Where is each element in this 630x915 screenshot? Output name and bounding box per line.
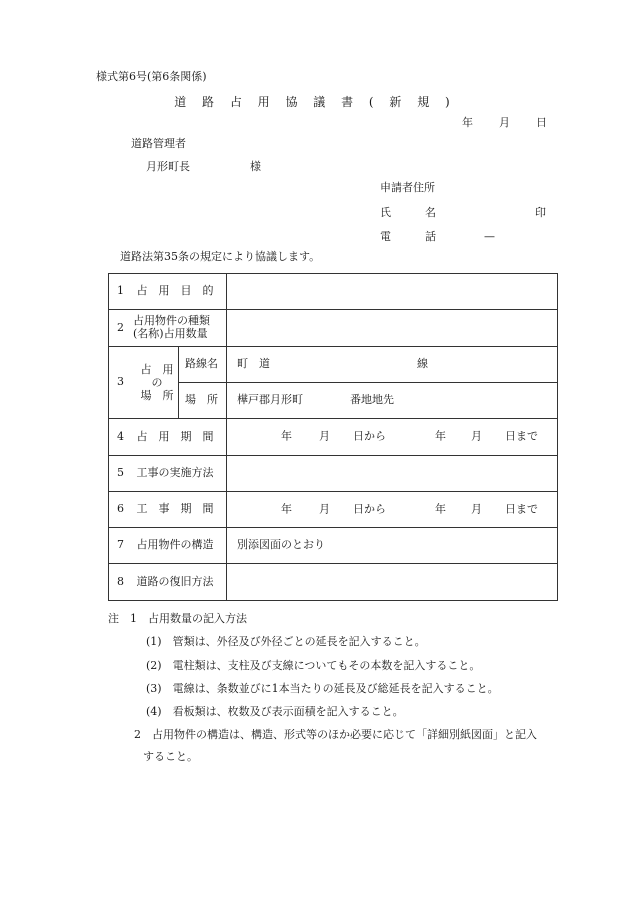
applicant-tel-label-2: 話 <box>425 230 436 243</box>
row-number: 6 <box>117 502 124 516</box>
work-start-year: 年 <box>281 502 292 516</box>
work-end-month: 月 <box>471 502 482 516</box>
date-day-label: 日 <box>536 116 547 129</box>
route-suffix: 線 <box>417 357 428 371</box>
occupancy-period-label-cell <box>109 419 227 456</box>
occupancy-period-label: 占 用 期 間 <box>136 429 214 443</box>
row-number: 3 <box>117 375 124 389</box>
place-prefix: 樺戸郡月形町 <box>237 393 303 407</box>
purpose-value[interactable] <box>227 274 558 310</box>
row-number: 8 <box>117 574 124 588</box>
restoration-label-cell <box>109 564 227 601</box>
document-title: 道 路 占 用 協 議 書 ( 新 規 ) <box>174 95 456 109</box>
period-start-month: 月 <box>319 429 330 443</box>
object-type-label-cell <box>109 310 227 347</box>
note-2-line-1: 2 占用物件の構造は、構造、形式等のほか必要に応じて「詳細別紙図面」と記入 <box>134 728 537 741</box>
intro-statement: 道路法第35条の規定により協議します。 <box>120 250 321 263</box>
table-row-work-period <box>109 492 558 528</box>
work-period-label-cell <box>109 492 227 528</box>
object-type-value[interactable] <box>227 310 558 347</box>
structure-value[interactable]: 別添図面のとおり <box>227 528 558 564</box>
table-row-structure <box>109 528 558 564</box>
place-value[interactable] <box>227 383 558 419</box>
note-1-item-4: (4) 看板類は、枚数及び表示面積を記入すること。 <box>146 705 404 718</box>
place-label-cell <box>109 347 179 419</box>
table-row-restoration <box>109 564 558 601</box>
work-end-year: 年 <box>435 502 446 516</box>
purpose-label-cell <box>109 274 227 310</box>
row-number: 7 <box>117 538 124 552</box>
place-kanji-3: 場 所 <box>140 389 174 403</box>
period-start-year: 年 <box>281 429 292 443</box>
table-row-purpose <box>109 274 558 310</box>
note-1-heading: 注 1 占用数量の記入方法 <box>108 612 247 625</box>
table-row-object-type <box>109 310 558 347</box>
date-month-label: 月 <box>499 116 510 129</box>
row-number: 1 <box>117 284 124 298</box>
place-kanji-2: の <box>151 375 163 389</box>
road-administrator-label: 道路管理者 <box>131 137 186 150</box>
row-number: 2 <box>117 320 124 334</box>
period-start-day: 日から <box>353 429 386 443</box>
table-row-route <box>109 347 558 383</box>
work-period-label: 工 事 期 間 <box>136 502 214 516</box>
note-2-line-2: すること。 <box>143 750 198 763</box>
form-number: 様式第6号(第6条関係) <box>96 70 207 83</box>
applicant-name-label-1: 氏 <box>380 206 391 219</box>
place-label: 場 所 <box>179 383 227 419</box>
route-name-label: 路線名 <box>179 347 227 383</box>
applicant-name-label-2: 名 <box>425 206 436 219</box>
place-kanji-1: 占 用 <box>140 362 174 376</box>
period-end-day: 日まで <box>505 429 538 443</box>
work-method-label-cell <box>109 456 227 492</box>
restoration-label: 道路の復旧方法 <box>136 574 214 588</box>
work-end-day: 日まで <box>505 502 538 516</box>
route-prefix: 町 道 <box>237 357 270 371</box>
structure-label: 占用物件の構造 <box>136 538 214 552</box>
structure-label-cell <box>109 528 227 564</box>
work-start-month: 月 <box>319 502 330 516</box>
period-end-month: 月 <box>471 429 482 443</box>
work-period-value[interactable] <box>227 492 558 528</box>
work-method-label: 工事の実施方法 <box>136 466 214 480</box>
honorific-label: 様 <box>250 160 261 173</box>
consultation-table <box>108 273 558 601</box>
work-start-day: 日から <box>353 502 386 516</box>
table-row-occupancy-period <box>109 419 558 456</box>
route-name-value[interactable] <box>227 347 558 383</box>
object-type-label-line1: 占用物件の種類 <box>133 314 210 328</box>
town-mayor-label: 月形町長 <box>146 160 190 173</box>
object-type-label-line2: (名称)占用数量 <box>133 327 208 340</box>
date-year-label: 年 <box>462 116 473 129</box>
occupancy-period-value[interactable] <box>227 419 558 456</box>
note-1-item-2: (2) 電柱類は、支柱及び支線についてもその本数を記入すること。 <box>146 659 481 672</box>
work-method-value[interactable] <box>227 456 558 492</box>
note-1-item-1: (1) 管類は、外径及び外径ごとの延長を記入すること。 <box>146 635 426 648</box>
tel-dash: — <box>484 230 495 243</box>
restoration-value[interactable] <box>227 564 558 601</box>
applicant-address-label: 申請者住所 <box>380 181 435 194</box>
row-number: 5 <box>117 466 124 480</box>
place-suffix: 番地地先 <box>350 393 394 407</box>
note-1-item-3: (3) 電線は、条数並びに1本当たりの延長及び総延長を記入すること。 <box>146 682 499 695</box>
seal-label: 印 <box>535 206 546 219</box>
applicant-tel-label-1: 電 <box>380 230 391 243</box>
purpose-label: 占 用 目 的 <box>136 284 214 298</box>
table-row-work-method <box>109 456 558 492</box>
period-end-year: 年 <box>435 429 446 443</box>
row-number: 4 <box>117 429 124 443</box>
